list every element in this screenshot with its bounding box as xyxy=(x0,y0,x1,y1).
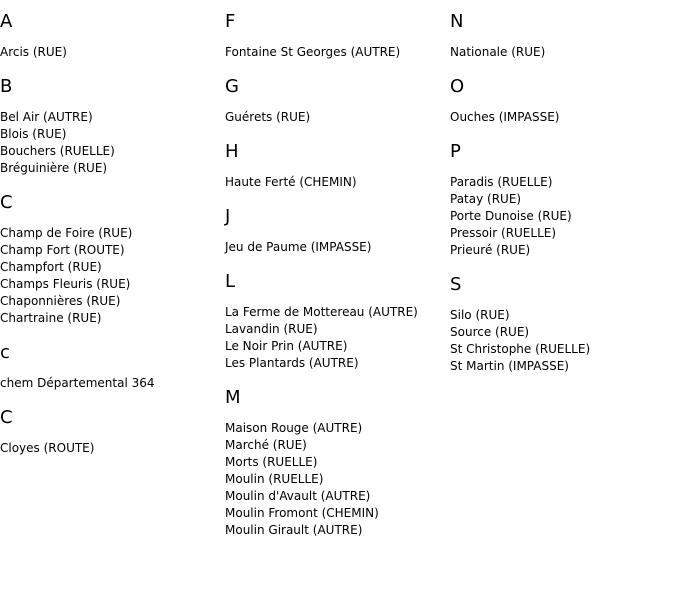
index-column xyxy=(450,13,675,392)
letter-heading: F xyxy=(225,11,236,32)
street-link[interactable]: Moulin Fromont (CHEMIN) xyxy=(225,506,379,520)
street-link[interactable]: Bel Air (AUTRE) xyxy=(0,110,93,124)
street-link[interactable]: Blois (RUE) xyxy=(0,127,67,141)
street-list xyxy=(225,109,450,126)
letter-group xyxy=(0,194,225,327)
street-link[interactable]: Paradis (RUELLE) xyxy=(450,175,553,189)
letter-group xyxy=(225,78,450,126)
letter-heading: C xyxy=(0,407,13,428)
street-list xyxy=(0,109,225,177)
street-link[interactable]: Champ de Foire (RUE) xyxy=(0,226,133,240)
street-link[interactable]: chem Départemental 364 xyxy=(0,376,155,390)
street-link[interactable]: Fontaine St Georges (AUTRE) xyxy=(225,45,401,59)
street-link[interactable]: Arcis (RUE) xyxy=(0,45,67,59)
letter-heading: O xyxy=(450,76,465,97)
street-link[interactable]: Morts (RUELLE) xyxy=(225,455,318,469)
letter-group xyxy=(225,389,450,539)
street-link[interactable]: Chartraine (RUE) xyxy=(0,311,102,325)
letter-heading: P xyxy=(450,141,461,162)
street-list xyxy=(225,304,450,372)
letter-heading: N xyxy=(450,11,464,32)
letter-heading: G xyxy=(225,76,239,97)
letter-heading: L xyxy=(225,271,236,292)
street-link[interactable]: Jeu de Paume (IMPASSE) xyxy=(225,240,372,254)
street-link[interactable]: Porte Dunoise (RUE) xyxy=(450,209,572,223)
street-link[interactable]: Cloyes (ROUTE) xyxy=(0,441,95,455)
letter-heading: C xyxy=(0,192,13,213)
street-link[interactable]: Les Plantards (AUTRE) xyxy=(225,356,359,370)
street-link[interactable]: Lavandin (RUE) xyxy=(225,322,318,336)
street-link[interactable]: Prieuré (RUE) xyxy=(450,243,531,257)
street-list xyxy=(450,174,675,259)
street-link[interactable]: Maison Rouge (AUTRE) xyxy=(225,421,363,435)
street-link[interactable]: Ouches (IMPASSE) xyxy=(450,110,560,124)
street-link[interactable]: Champfort (RUE) xyxy=(0,260,102,274)
letter-heading: J xyxy=(225,206,231,227)
street-link[interactable]: Moulin (RUELLE) xyxy=(225,472,324,486)
index-column xyxy=(225,13,450,556)
letter-group xyxy=(225,13,450,61)
street-link[interactable]: Champ Fort (ROUTE) xyxy=(0,243,125,257)
letter-group xyxy=(0,409,225,457)
street-list xyxy=(0,225,225,327)
letter-heading: c xyxy=(0,342,10,363)
letter-group xyxy=(450,13,675,61)
letter-group xyxy=(450,78,675,126)
letter-group xyxy=(225,208,450,256)
street-link[interactable]: Haute Ferté (CHEMIN) xyxy=(225,175,357,189)
letter-group xyxy=(0,78,225,177)
street-list xyxy=(0,440,225,457)
street-list xyxy=(225,420,450,539)
street-link[interactable]: Bouchers (RUELLE) xyxy=(0,144,115,158)
letter-heading: M xyxy=(225,387,241,408)
street-list xyxy=(0,44,225,61)
letter-heading: B xyxy=(0,76,13,97)
street-list xyxy=(225,44,450,61)
letter-group xyxy=(0,13,225,61)
street-link[interactable]: Chaponnières (RUE) xyxy=(0,294,121,308)
street-list xyxy=(0,375,225,392)
street-link[interactable]: Nationale (RUE) xyxy=(450,45,546,59)
street-link[interactable]: Moulin Girault (AUTRE) xyxy=(225,523,363,537)
letter-group xyxy=(450,143,675,259)
street-list xyxy=(450,44,675,61)
street-link[interactable]: Silo (RUE) xyxy=(450,308,510,322)
street-list xyxy=(450,109,675,126)
street-link[interactable]: Patay (RUE) xyxy=(450,192,522,206)
street-link[interactable]: Guérets (RUE) xyxy=(225,110,311,124)
street-link[interactable]: St Martin (IMPASSE) xyxy=(450,359,569,373)
letter-group xyxy=(0,344,225,392)
street-link[interactable]: Moulin d'Avault (AUTRE) xyxy=(225,489,371,503)
letter-heading: A xyxy=(0,11,13,32)
street-link[interactable]: Pressoir (RUELLE) xyxy=(450,226,557,240)
street-link[interactable]: La Ferme de Mottereau (AUTRE) xyxy=(225,305,418,319)
street-link[interactable]: Bréguinière (RUE) xyxy=(0,161,108,175)
street-link[interactable]: Champs Fleuris (RUE) xyxy=(0,277,131,291)
letter-heading: S xyxy=(450,274,462,295)
letter-group xyxy=(450,276,675,375)
letter-group xyxy=(225,273,450,372)
street-link[interactable]: St Christophe (RUELLE) xyxy=(450,342,591,356)
street-link[interactable]: Le Noir Prin (AUTRE) xyxy=(225,339,348,353)
letter-heading: H xyxy=(225,141,239,162)
letter-group xyxy=(225,143,450,191)
street-list xyxy=(225,174,450,191)
street-link[interactable]: Marché (RUE) xyxy=(225,438,307,452)
street-list xyxy=(450,307,675,375)
street-list xyxy=(225,239,450,256)
street-link[interactable]: Source (RUE) xyxy=(450,325,530,339)
index-column xyxy=(0,13,225,474)
